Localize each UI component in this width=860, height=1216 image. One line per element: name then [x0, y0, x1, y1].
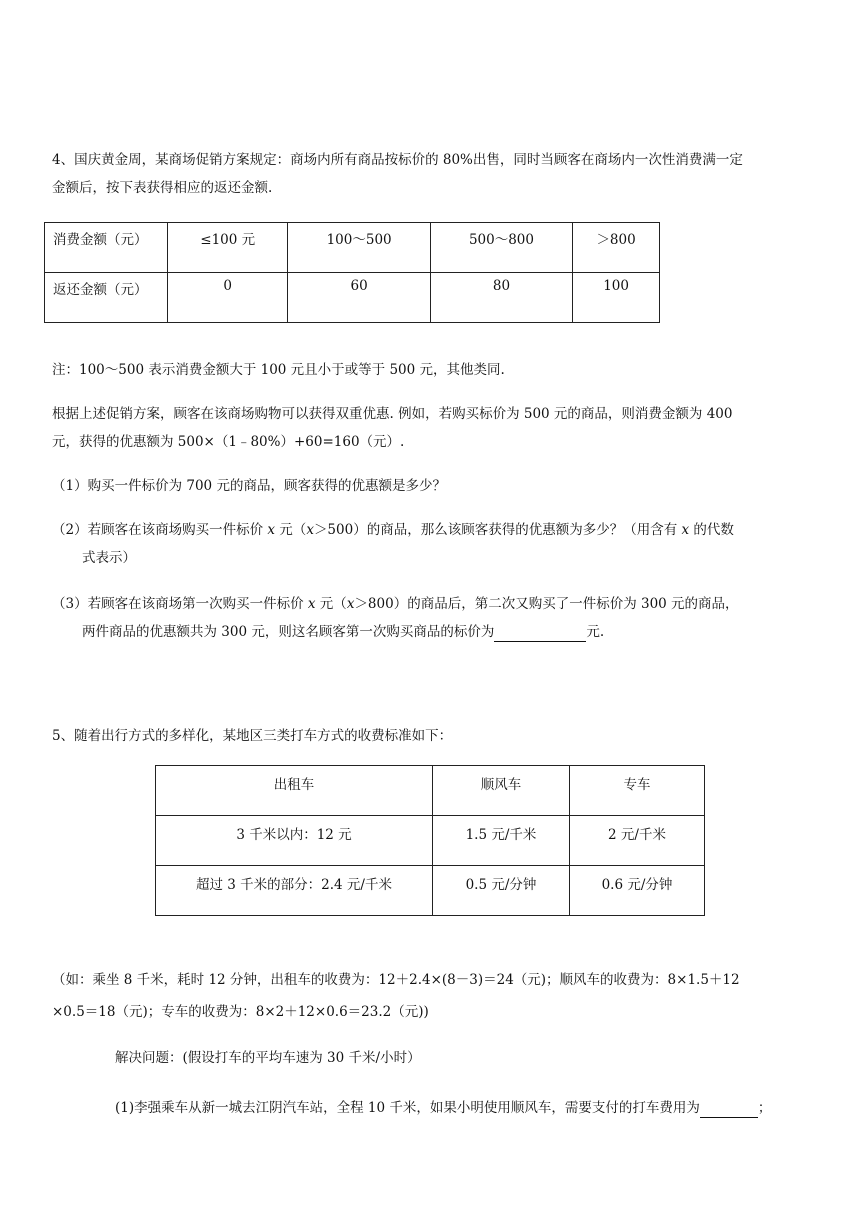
table-cell: 500～800: [430, 223, 572, 273]
answer-blank[interactable]: [494, 625, 586, 642]
variable: x: [267, 522, 276, 538]
text: ＞500）的商品，那么该顾客获得的优惠额为多少？（用含有: [313, 522, 682, 538]
q5-part-1: [115, 1098, 771, 1118]
text: 的代数: [689, 522, 734, 538]
q5-solve-heading: 解决问题：(假设打车的平均车速为 30 千米/小时）: [115, 1050, 421, 1066]
answer-blank[interactable]: [700, 1101, 758, 1118]
q4-example-2: 元，获得的优惠额为 500×（1﹣80%）+60=160（元）.: [52, 434, 405, 450]
q4-line-1: 4、国庆黄金周，某商场促销方案规定：商场内所有商品按标价的 80%出售，同时当顾客在商场内一次性消费满一定: [52, 152, 743, 168]
q4-part-1: （1）购买一件标价为 700 元的商品，顾客获得的优惠额是多少？: [52, 478, 446, 494]
variable: x: [346, 596, 355, 612]
variable: x: [307, 596, 316, 612]
q4-example-1: 根据上述促销方案，顾客在该商场购物可以获得双重优惠. 例如，若购买标价为 500 元的商品，则消费金额为 400: [52, 406, 733, 422]
text: （2）若顾客在该商场购买一件标价: [52, 522, 268, 538]
text: 元（: [275, 522, 307, 538]
table-cell: 0.5 元/分钟: [433, 866, 570, 916]
text: 两件商品的优惠额共为 300 元，则这名顾客第一次购买商品的标价为: [82, 624, 495, 640]
q4-part-2-line-2: 式表示）: [82, 550, 136, 566]
table-cell: 100: [573, 273, 660, 323]
table-cell: 返还金额（元）: [45, 273, 168, 323]
text: 元.: [586, 624, 605, 640]
q4-part-2-line-1: [52, 520, 734, 540]
q5-example-1: （如：乘坐 8 千米，耗时 12 分钟，出租车的收费为：12＋2.4×(8－3)＝24（元)；顺风车的收费为：8×1.5＋12: [52, 972, 740, 988]
table-cell: ＞800: [573, 223, 660, 273]
text: ；: [757, 1100, 772, 1116]
q4-line-2: 金额后，按下表获得相应的返还金额.: [52, 180, 273, 196]
q5-example-2: ×0.5＝18（元)；专车的收费为：8×2＋12×0.6＝23.2（元)): [52, 1004, 429, 1020]
table-cell: 1.5 元/千米: [433, 816, 570, 866]
text: (1)李强乘车从新一城去江阴汽车站，全程 10 千米，如果小明使用顺风车，需要支付的打车费用为: [115, 1100, 700, 1116]
table-cell: 顺风车: [433, 766, 570, 816]
table-cell: 3 千米以内：12 元: [156, 816, 433, 866]
table-cell: 2 元/千米: [570, 816, 705, 866]
table-cell: 专车: [570, 766, 705, 816]
q5-title: 5、随着出行方式的多样化，某地区三类打车方式的收费标准如下：: [52, 728, 453, 744]
table-cell: 0: [168, 273, 288, 323]
fare-table: [155, 765, 705, 916]
table-row: [156, 866, 705, 916]
table-cell: 60: [288, 273, 430, 323]
table-cell: 超过 3 千米的部分：2.4 元/千米: [156, 866, 433, 916]
table-cell: 0.6 元/分钟: [570, 866, 705, 916]
variable: x: [306, 522, 314, 538]
text: 元（: [315, 596, 347, 612]
table-cell: 100～500: [288, 223, 430, 273]
text: ＞800）的商品后，第二次又购买了一件标价为 300 元的商品，: [354, 596, 739, 612]
table-cell: 消费金额（元）: [45, 223, 168, 273]
table-cell: 出租车: [156, 766, 433, 816]
q4-part-3-line-2: [82, 622, 604, 642]
variable: x: [681, 522, 690, 538]
table-cell: ≤100 元: [168, 223, 288, 273]
table-row: [45, 273, 660, 323]
rebate-table: [44, 222, 660, 323]
text: （3）若顾客在该商场第一次购买一件标价: [52, 596, 308, 612]
q4-note: 注：100～500 表示消费金额大于 100 元且小于或等于 500 元，其他类同.: [52, 362, 505, 378]
table-cell: 80: [430, 273, 572, 323]
table-row: [156, 766, 705, 816]
q4-part-3-line-1: [52, 594, 739, 614]
table-row: [156, 816, 705, 866]
table-row: [45, 223, 660, 273]
